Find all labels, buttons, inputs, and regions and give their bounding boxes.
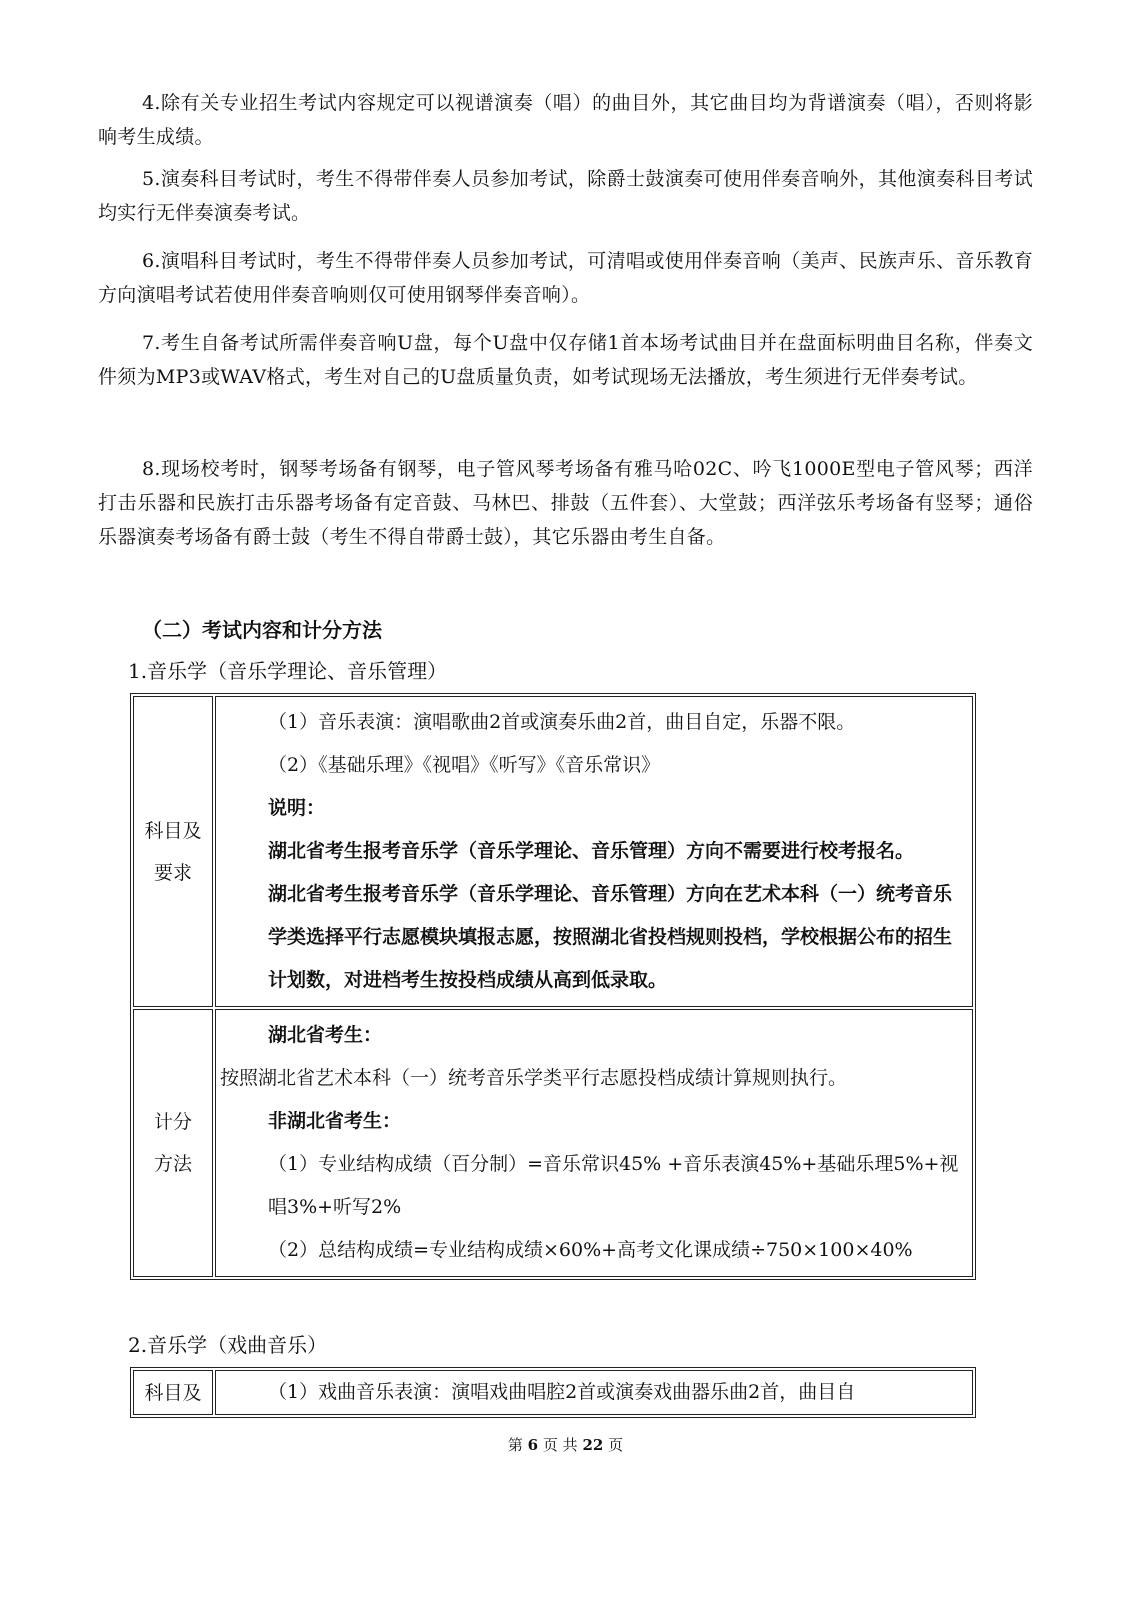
section-heading: （二）考试内容和计分方法 <box>142 618 382 642</box>
subsection-title-1: 1.音乐学（音乐学理论、音乐管理） <box>128 659 448 683</box>
page-total: 22 <box>582 1436 604 1454</box>
page-number: 6 <box>527 1436 539 1454</box>
row-label-subjects: 科目及 <box>133 1370 213 1415</box>
table-music-theory <box>130 693 976 1280</box>
paragraph-8: 8.现场校考时，钢琴考场备有钢琴，电子管风琴考场备有雅马哈02C、吟飞1000E型电子管风琴；西洋打击乐器和民族打击乐器考场备有定音鼓、马林巴、排鼓（五件套）、大堂鼓；西洋弦乐考场备有竖琴；通俗乐器演奏考场备有爵士鼓（考生不得自带爵士鼓），其它乐器由考生自备。 <box>98 458 1033 548</box>
row-label-scoring: 计分 方法 <box>133 1009 213 1277</box>
row-content-scoring: 湖北省考生： 按照湖北省艺术本科（一）统考音乐学类平行志愿投档成绩计算规则执行。 非湖北省考生： （1）专业结构成绩（百分制）=音乐常识45% +音乐表演45%+基础乐理5%+视唱3%+听写2% （2）总结构成绩=专业结构成绩×60%+高考文化课成绩÷750×100×40% <box>215 1009 973 1277</box>
paragraph-5: 5.演奏科目考试时，考生不得带伴奏人员参加考试，除爵士鼓演奏可使用伴奏音响外，其他演奏科目考试均实行无伴奏演奏考试。 <box>98 168 1033 224</box>
page-footer: 第 6 页 共 22 页 <box>507 1436 624 1454</box>
row-label-subjects: 科目及 要求 <box>133 696 213 1007</box>
table-opera-music <box>130 1367 976 1418</box>
subsection-title-2: 2.音乐学（戏曲音乐） <box>128 1333 328 1357</box>
paragraph-6: 6.演唱科目考试时，考生不得带伴奏人员参加考试，可清唱或使用伴奏音响（美声、民族声乐、音乐教育方向演唱考试若使用伴奏音响则仅可使用钢琴伴奏音响）。 <box>98 250 1033 306</box>
row-content-subjects: （1）音乐表演：演唱歌曲2首或演奏乐曲2首，曲目自定，乐器不限。 （2）《基础乐理》《视唱》《听写》《音乐常识》 说明： 湖北省考生报考音乐学（音乐学理论、音乐管理）方向不需要进行校考报名。 湖北省考生报考音乐学（音乐学理论、音乐管理）方向在艺术本科（一）统考音乐学类选择平行志愿模块填报志愿，按照湖北省投档规则投档，学校根据公布的招生计划数，对进档考生按投档成绩从高到低录取。 <box>215 696 973 1007</box>
table-row <box>133 696 973 1007</box>
paragraph-7: 7.考生自备考试所需伴奏音响U盘，每个U盘中仅存储1首本场考试曲目并在盘面标明曲目名称，伴奏文件须为MP3或WAV格式，考生对自己的U盘质量负责，如考试现场无法播放，考生须进行无伴奏考试。 <box>98 332 1033 388</box>
row-content-subjects: （1）戏曲音乐表演：演唱戏曲唱腔2首或演奏戏曲器乐曲2首，曲目自 <box>215 1370 973 1415</box>
table-row <box>133 1370 973 1415</box>
paragraph-4: 4.除有关专业招生考试内容规定可以视谱演奏（唱）的曲目外，其它曲目均为背谱演奏（唱），否则将影响考生成绩。 <box>98 92 1033 148</box>
table-row <box>133 1009 973 1277</box>
